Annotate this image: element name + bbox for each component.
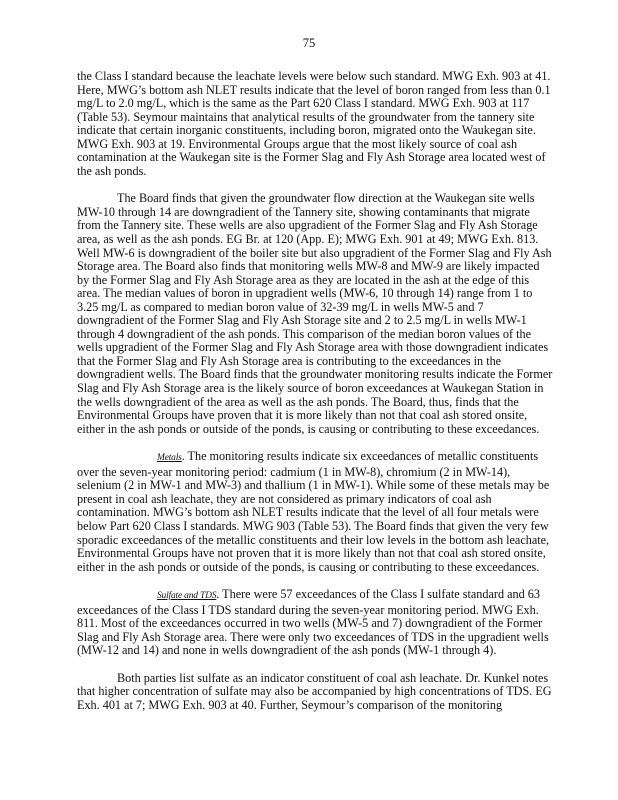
paragraph-sulfate-tds — [77, 588, 553, 658]
paragraph-metals — [77, 450, 553, 574]
paragraph-boron-findings — [77, 192, 553, 436]
paragraph-ash-leachate — [77, 70, 553, 178]
paragraph-text: . The monitoring results indicate six exceedances of metallic constituents over the seven-year monitoring period: cadmium (1 in MW-8), chromium (2 in MW-14), selenium (2 in MW-1 and MW-3) and thallium (1 in MW-1). While some of these metals may be present in coal ash leachate, they are not considered as primary indicators of coal ash contamination. MWG’s bottom ash NLET results indicate that the level of all four metals were below Part 620 Class I standards. MWG 903 (Table 53). The Board finds that given the very few sporadic exceedances of the metallic constituents and their low levels in the bottom ash leachate, Environmental Groups have not proven that it is more likely than not that coal ash stored onsite, either in the ash ponds or outside of the ponds, is causing or contributing to these exceedances. — [77, 449, 550, 574]
section-heading-sulfate-tds: Sulfate and TDS — [157, 591, 217, 602]
document-body — [77, 70, 553, 727]
section-heading-metals: Metals — [157, 453, 182, 464]
paragraph-text: . There were 57 exceedances of the Class I sulfate standard and 63 exceedances of the Class I TDS standard during the seven-year monitoring period. MWG Exh. 811. Most of the exceedances occurred in two wells (MW-5 and 7) downgradient of the Former Slag and Fly Ash Storage area. There were only two exceedances of TDS in the upgradient wells (MW-12 and 14) and none in wells downgradient of the ash ponds (MW-1 through 4). — [77, 587, 549, 658]
paragraph-text: Both parties list sulfate as an indicator constituent of coal ash leachate. Dr. Kunkel notes that higher concentration of sulfate may also be accompanied by high concentrations of TDS. EG Exh. 401 at 7; MWG Exh. 903 at 40. Further, Seymour’s comparison of the monitoring — [77, 670, 552, 712]
paragraph-indicator-constituents — [77, 672, 553, 713]
paragraph-text: The Board finds that given the groundwater flow direction at the Waukegan site wells MW-10 through 14 are downgradient of the Tannery site, showing contaminants that migrate from the Tannery site. These wells are also upgradient of the Former Slag and Fly Ash Storage area, as well as the ash ponds. EG Br. at 120 (App. E); MWG Exh. 901 at 49; MWG Exh. 813. Well MW-6 is downgradient of the boiler site but also upgradient of the Former Slag and Fly Ash Storage area. The Board also finds that monitoring wells MW-8 and MW-9 are likely impacted by the Former Slag and Fly Ash Storage area as they are located in the ash at the edge of this area. The median values of boron in upgradient wells (MW-6, 10 through 14) range from 1 to 3.25 mg/L as compared to median boron value of 32-39 mg/L in wells MW-5 and 7 downgradient of the Former Slag and Fly Ash Storage site and 2 to 2.5 mg/L in wells MW-1 through 4 downgradient of the ash ponds. This comparison of the median boron values of the wells upgradient of the Former Slag and Fly Ash Storage area with those downgradient indicates that the Former Slag and Fly Ash Storage area is contributing to the exceedances in the downgradient wells. The Board finds that the groundwater monitoring results indicate the Former Slag and Fly Ash Storage area is the likely source of boron exceedances at Waukegan Station in the wells downgradient of the area as well as the ash ponds. The Board, thus, finds that the Environmental Groups have proven that it is more likely than not that coal ash stored onsite, either in the ash ponds or outside of the ponds, is causing or contributing to these exceedances. — [77, 191, 553, 436]
paragraph-text: the Class I standard because the leachate levels were below such standard. MWG Exh. 903 at 41. Here, MWG’s bottom ash NLET results indicate that the level of boron ranged from less than 0.1 mg/L to 2.0 mg/L, which is the same as the Part 620 Class I standard. MWG Exh. 903 at 117 (Table 53). Seymour maintains that analytical results of the groundwater from the tannery site indicate that certain inorganic constituents, including boron, migrated onto the Waukegan site. MWG Exh. 903 at 19. Environmental Groups argue that the most likely source of coal ash contamination at the Waukegan site is the Former Slag and Fly Ash Storage area located west of the ash ponds. — [77, 69, 551, 178]
page-number: 75 — [302, 36, 316, 50]
